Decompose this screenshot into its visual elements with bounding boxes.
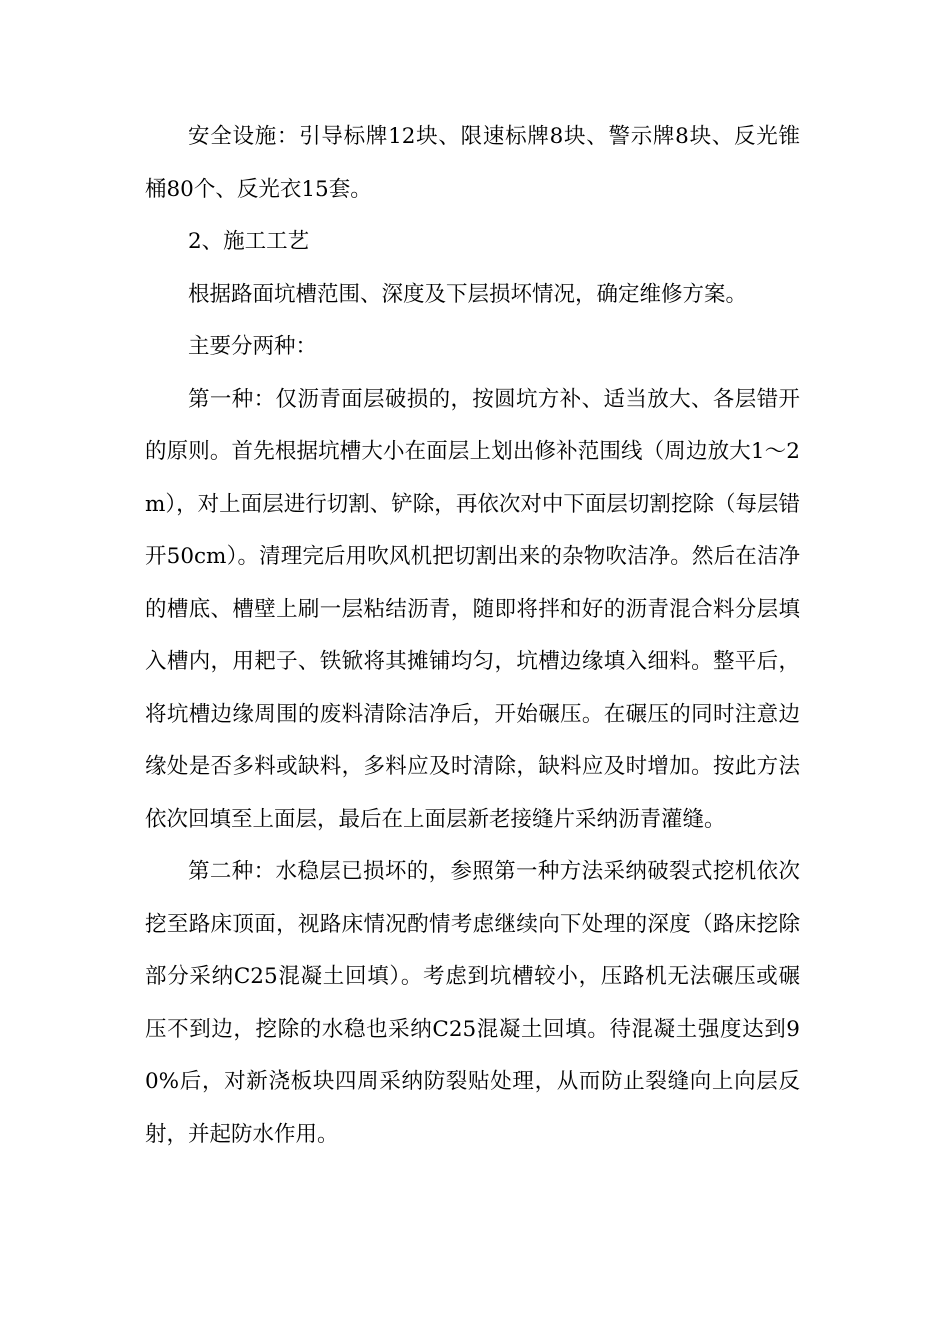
paragraph-type-two: 第二种：水稳层已损坏的，参照第一种方法采纳破裂式挖机依次挖至路床顶面，视路床情况酌情考虑继续向下处理的深度（路床挖除部分采纳C25混凝土回填）。考虑到坑槽较小，压路机无法碾压或碾压不到边，挖除的水稳也采纳C25混凝土回填。待混凝土强度达到90%后，对新浇板块四周采纳防裂贴处理，从而防止裂缝向上向层反射，并起防水作用。 xyxy=(145,859,800,1147)
paragraph-safety-facilities: 安全设施：引导标牌12块、限速标牌8块、警示牌8块、反光锥桶80个、反光衣15套。 xyxy=(145,124,800,202)
document-body xyxy=(145,111,800,1161)
paragraph-type-one: 第一种：仅沥青面层破损的，按圆坑方补、适当放大、各层错开的原则。首先根据坑槽大小在面层上划出修补范围线（周边放大1～2m），对上面层进行切割、铲除，再依次对中下面层切割挖除（每层错开50cm）。清理完后用吹风机把切割出来的杂物吹洁净。然后在洁净的槽底、槽壁上刷一层粘结沥青，随即将拌和好的沥青混合料分层填入槽内，用耙子、铁锨将其摊铺均匀，坑槽边缘填入细料。整平后，将坑槽边缘周围的废料清除洁净后，开始碾压。在碾压的同时注意边缘处是否多料或缺料，多料应及时清除，缺料应及时增加。按此方法依次回填至上面层，最后在上面层新老接缝片采纳沥青灌缝。 xyxy=(145,386,800,832)
paragraph-two-types: 主要分两种： xyxy=(188,334,318,359)
section-heading-construction-process: 2、施工工艺 xyxy=(188,229,310,254)
paragraph-repair-plan: 根据路面坑槽范围、深度及下层损坏情况，确定维修方案。 xyxy=(188,281,748,307)
